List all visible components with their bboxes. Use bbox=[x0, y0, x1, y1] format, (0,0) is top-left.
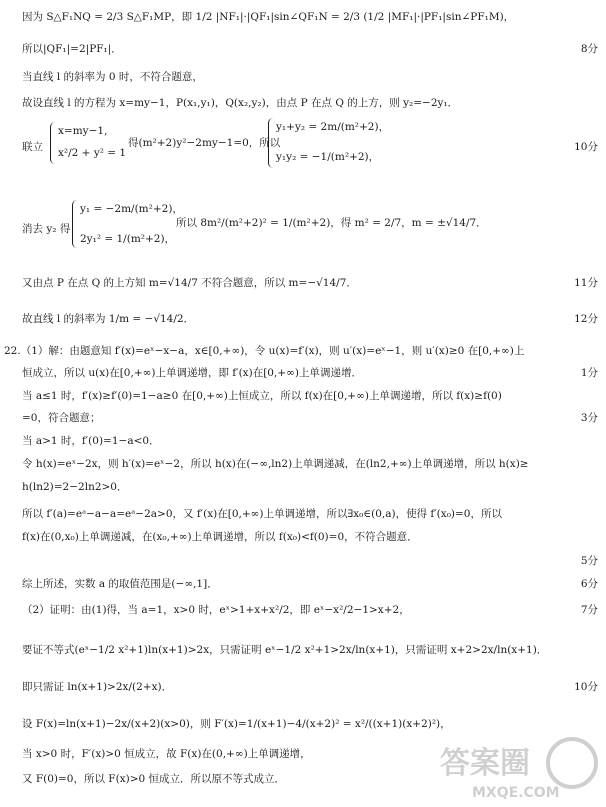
line-text: h(ln2)=2−2ln2>0． bbox=[22, 481, 128, 493]
line-text: 所以|QF₁|=2|PF₁|． bbox=[22, 43, 122, 55]
score-label: 11分 bbox=[574, 277, 598, 289]
left-brace bbox=[50, 122, 55, 164]
watermark-logo-icon bbox=[432, 733, 602, 803]
line-text: 22.（1）解：由题意知 f′(x)=eˣ−x−a，x∈[0,+∞)，令 u(x)=f′(x)，则 u′(x)=eˣ−1，则 u′(x)≥0 在[0,+∞)上 bbox=[4, 345, 525, 357]
line-text: 要证不等式(eˣ−1/2 x²+1)ln(x+1)>2x，只需证明 eˣ−1/2 x²+1>2x/ln(x+1)，只需证明 x+2>2x/ln(x+1)． bbox=[22, 644, 548, 656]
score-label: 8分 bbox=[580, 43, 598, 55]
line-text: f(x)在(0,x₀)上单调递减，在(x₀,+∞)上单调递增，所以 f(x₀)<f(0)=0，不符合题意． bbox=[22, 531, 418, 543]
line-text: 当直线 l 的斜率为 0 时，不符合题意， bbox=[22, 71, 203, 83]
line-text: 综上所述，实数 a 的取值范围是(−∞,1]． bbox=[22, 578, 218, 590]
line-text: 令 h(x)=eˣ−2x，则 h′(x)=eˣ−2，所以 h(x)在(−∞,ln2)上单调递减，在(ln2,+∞)上单调递增，所以 h(x)≥ bbox=[22, 458, 529, 470]
score-label: 10分 bbox=[574, 681, 598, 693]
system-rest: 所以 8m²/(m²+2)² = 1/(m²+2)，得 m² = 2/7，m = ±√14/7． bbox=[176, 217, 487, 229]
line-text: 因为 S△F₁NQ = 2/3 S△F₁MP，即 1/2 |NF₁|·|QF₁|sin∠QF₁N = 2/3 (1/2 |MF₁|·|PF₁|sin∠PF₁M)， bbox=[22, 11, 515, 23]
system-middle: 得(m²+2)y²−2my−1=0，所以 bbox=[128, 137, 281, 149]
system-eq: x=my−1, bbox=[58, 125, 108, 137]
system-eq: y₁ = −2m/(m²+2)， bbox=[80, 203, 183, 215]
score-label: 3分 bbox=[580, 412, 598, 424]
line-text: 当 a≤1 时，f′(x)≥f′(0)=1−a≥0 在[0,+∞)上恒成立，所以 f(x)在[0,+∞)上单调递增，所以 f(x)≥f(0) bbox=[22, 390, 502, 402]
line-text: 设 F(x)=ln(x+1)−2x/(x+2)(x>0)，则 F′(x)=1/(x+1)−4/(x+2)² = x²/((x+1)(x+2)²)， bbox=[22, 718, 451, 730]
line-text: （2）证明：由(1)得，当 a=1，x>0 时，eˣ>1+x+x²/2，即 eˣ−x²/2−1>x+2， bbox=[22, 604, 410, 616]
right-brace bbox=[268, 118, 273, 168]
line-text: 当 a>1 时，f′(0)=1−a<0． bbox=[22, 435, 160, 447]
line-text: 消去 y₂ 得 bbox=[22, 223, 71, 235]
score-label: 1分 bbox=[580, 367, 598, 379]
line-text: 即只需证 ln(x+1)>2x/(2+x)． bbox=[22, 681, 173, 693]
block-label: 联立 bbox=[22, 141, 43, 153]
line-text: 故直线 l 的斜率为 1/m = −√14/2． bbox=[22, 313, 195, 325]
score-label: 12分 bbox=[574, 313, 598, 325]
line-text: 恒成立，所以 u(x)在[0,+∞)上单调递增，即 f′(x)在[0,+∞)上单调递增． bbox=[22, 367, 362, 379]
line-text: =0，符合题意； bbox=[22, 412, 101, 424]
system-eq: y₁+y₂ = 2m/(m²+2)， bbox=[276, 121, 390, 133]
left-brace bbox=[72, 200, 77, 248]
line-text: 又由点 P 在点 Q 的上方知 m=√14/7 不符合题意，所以 m=−√14/7． bbox=[22, 277, 357, 289]
system-eq: 2y₁² = 1/(m²+2)， bbox=[80, 233, 176, 245]
score-label: 6分 bbox=[580, 578, 598, 590]
score-label: 10分 bbox=[574, 141, 598, 153]
line-text: 故设直线 l 的方程为 x=my−1，P(x₁,y₁)，Q(x₂,y₂)，由点 P 在点 Q 的上方，则 y₂=−2y₁． bbox=[22, 97, 459, 109]
system-eq: y₁y₂ = −1/(m²+2)， bbox=[276, 151, 380, 163]
line-text: 当 x>0 时，F′(x)>0 恒成立，故 F(x)在(0,+∞)上单调递增， bbox=[22, 748, 311, 760]
line-text: 所以 f′(a)=eᵃ−a−a=eᵃ−2a>0，又 f′(x)在[0,+∞)上单调递增，所以∃x₀∈(0,a)，使得 f′(x₀)=0，所以 bbox=[22, 508, 502, 520]
score-label: 7分 bbox=[580, 604, 598, 616]
line-text: 又 F(0)=0，所以 F(x)>0 恒成立．所以原不等式成立． bbox=[22, 773, 286, 785]
system-eq: x²/2 + y² = 1 bbox=[58, 147, 127, 159]
score-label: 5分 bbox=[580, 555, 598, 567]
svg-text:MXQE.COM: MXQE.COM bbox=[472, 785, 560, 801]
svg-text:答案圈: 答案圈 bbox=[440, 746, 530, 781]
